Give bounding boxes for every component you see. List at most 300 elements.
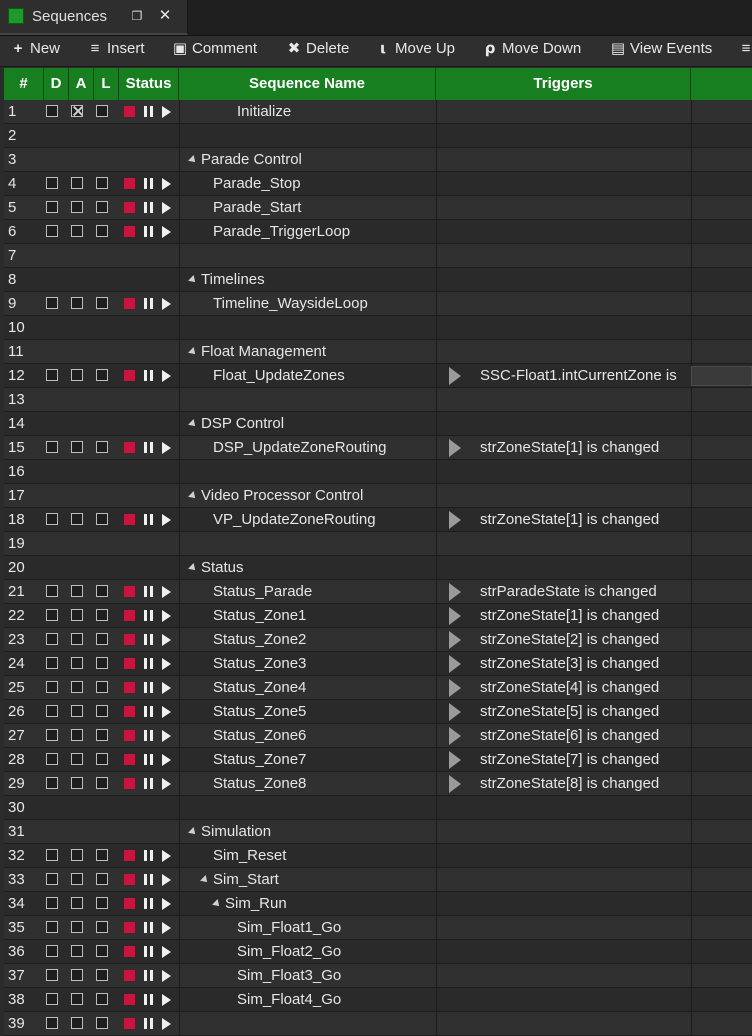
pause-icon[interactable] [143, 970, 155, 981]
l-checkbox[interactable] [96, 513, 108, 525]
table-row[interactable] [4, 652, 752, 676]
table-row[interactable] [4, 100, 752, 124]
trigger-expand-icon[interactable] [449, 367, 461, 385]
l-checkbox[interactable] [96, 177, 108, 189]
sequence-name[interactable]: Status_Zone1 [213, 607, 307, 624]
table-row[interactable] [4, 244, 752, 268]
d-checkbox[interactable] [46, 369, 58, 381]
play-icon[interactable] [162, 610, 171, 622]
stop-icon[interactable] [124, 922, 135, 933]
table-row[interactable] [4, 436, 752, 460]
play-icon[interactable] [162, 442, 171, 454]
expand-triangle-icon[interactable] [188, 491, 198, 501]
stop-icon[interactable] [124, 946, 135, 957]
play-icon[interactable] [162, 178, 171, 190]
sequence-name[interactable]: Status_Zone7 [213, 751, 307, 768]
d-checkbox[interactable] [46, 177, 58, 189]
trigger-text[interactable]: strZoneState[5] is changed [480, 703, 660, 720]
stop-icon[interactable] [124, 898, 135, 909]
play-icon[interactable] [162, 514, 171, 526]
d-checkbox[interactable] [46, 849, 58, 861]
stop-icon[interactable] [124, 706, 135, 717]
play-icon[interactable] [162, 994, 171, 1006]
a-checkbox[interactable] [71, 657, 83, 669]
sequence-name[interactable]: Sim_Float3_Go [237, 967, 342, 984]
play-icon[interactable] [162, 898, 171, 910]
group-row[interactable] [4, 148, 752, 172]
table-row[interactable] [4, 196, 752, 220]
play-icon[interactable] [162, 730, 171, 742]
column-divider [691, 604, 692, 628]
pause-icon[interactable] [143, 634, 155, 645]
a-checkbox[interactable] [71, 993, 83, 1005]
pause-icon[interactable] [143, 850, 155, 861]
play-icon[interactable] [162, 778, 171, 790]
table-row[interactable] [4, 748, 752, 772]
row-number: 18 [8, 511, 25, 528]
a-checkbox[interactable] [71, 873, 83, 885]
table-row[interactable] [4, 124, 752, 148]
stop-icon[interactable] [124, 202, 135, 213]
col-num-header[interactable]: # [4, 68, 44, 100]
pause-icon[interactable] [143, 922, 155, 933]
pause-icon[interactable] [143, 778, 155, 789]
d-checkbox[interactable] [46, 633, 58, 645]
expand-triangle-icon[interactable] [188, 563, 198, 573]
a-checkbox[interactable] [71, 945, 83, 957]
trigger-text[interactable]: strZoneState[1] is changed [480, 439, 660, 456]
group-row[interactable] [4, 268, 752, 292]
d-checkbox[interactable] [46, 777, 58, 789]
stop-icon[interactable] [124, 370, 135, 381]
play-icon[interactable] [162, 970, 171, 982]
l-checkbox[interactable] [96, 753, 108, 765]
close-icon[interactable]: ✕ [158, 7, 172, 24]
l-checkbox[interactable] [96, 657, 108, 669]
pause-icon[interactable] [143, 706, 155, 717]
l-checkbox[interactable] [96, 201, 108, 213]
group-row[interactable] [4, 340, 752, 364]
sequence-name[interactable]: Sim_Float2_Go [237, 943, 342, 960]
sequence-name[interactable]: Parade_Stop [213, 175, 301, 192]
group-row[interactable] [4, 484, 752, 508]
pause-icon[interactable] [143, 370, 155, 381]
stop-icon[interactable] [124, 970, 135, 981]
sequence-name[interactable]: VP_UpdateZoneRouting [213, 511, 376, 528]
d-checkbox[interactable] [46, 993, 58, 1005]
a-checkbox[interactable] [71, 633, 83, 645]
column-divider [436, 148, 437, 172]
sequence-name[interactable]: Float Management [201, 343, 327, 360]
sequence-name[interactable]: Status_Zone6 [213, 727, 307, 744]
table-row[interactable] [4, 844, 752, 868]
sequence-name[interactable]: Sim_Reset [213, 847, 287, 864]
sequence-name[interactable]: Video Processor Control [201, 487, 364, 504]
table-row[interactable] [4, 508, 752, 532]
column-divider [436, 604, 437, 628]
stop-icon[interactable] [124, 586, 135, 597]
table-row[interactable] [4, 724, 752, 748]
view-events-button[interactable] [610, 36, 712, 66]
a-checkbox[interactable] [71, 729, 83, 741]
a-checkbox[interactable] [71, 513, 83, 525]
tab-sequences[interactable] [0, 0, 188, 35]
group-row[interactable] [4, 820, 752, 844]
a-checkbox[interactable] [71, 369, 83, 381]
trigger-expand-icon[interactable] [449, 631, 461, 649]
a-checkbox[interactable] [71, 681, 83, 693]
column-divider [179, 868, 180, 892]
delete-button[interactable] [286, 36, 349, 66]
column-divider [436, 196, 437, 220]
pause-icon[interactable] [143, 730, 155, 741]
column-divider [179, 124, 180, 148]
trigger-text[interactable]: strZoneState[6] is changed [480, 727, 660, 744]
d-checkbox[interactable] [46, 1017, 58, 1029]
stop-icon[interactable] [124, 610, 135, 621]
table-row[interactable] [4, 172, 752, 196]
a-checkbox[interactable] [71, 849, 83, 861]
table-row[interactable] [4, 772, 752, 796]
l-checkbox[interactable] [96, 897, 108, 909]
table-row[interactable] [4, 916, 752, 940]
d-checkbox[interactable] [46, 921, 58, 933]
d-checkbox[interactable] [46, 753, 58, 765]
sequence-name[interactable]: Sim_Run [225, 895, 287, 912]
stop-icon[interactable] [124, 634, 135, 645]
pause-icon[interactable] [143, 298, 155, 309]
row-number: 10 [8, 319, 25, 336]
d-checkbox[interactable] [46, 513, 58, 525]
trigger-expand-icon[interactable] [449, 775, 461, 793]
stop-icon[interactable] [124, 514, 135, 525]
pause-icon[interactable] [143, 658, 155, 669]
sequence-name[interactable]: Status_Zone8 [213, 775, 307, 792]
sequence-name[interactable]: Timeline_WaysideLoop [213, 295, 368, 312]
d-checkbox[interactable] [46, 585, 58, 597]
d-checkbox[interactable] [46, 729, 58, 741]
col-status-header[interactable]: Status [119, 68, 179, 100]
stop-icon[interactable] [124, 682, 135, 693]
extra-cell[interactable] [691, 366, 752, 386]
d-checkbox[interactable] [46, 705, 58, 717]
play-icon[interactable] [162, 874, 171, 886]
table-row[interactable] [4, 628, 752, 652]
a-checkbox[interactable] [71, 969, 83, 981]
table-row[interactable] [4, 868, 752, 892]
stop-icon[interactable] [124, 850, 135, 861]
l-checkbox[interactable] [96, 297, 108, 309]
column-divider [436, 772, 437, 796]
a-checkbox[interactable] [71, 585, 83, 597]
sequence-name[interactable]: Status [201, 559, 244, 576]
column-divider [179, 916, 180, 940]
insert-button[interactable] [87, 36, 145, 66]
expand-triangle-icon[interactable] [212, 899, 222, 909]
pause-icon[interactable] [143, 898, 155, 909]
expand-triangle-icon[interactable] [188, 419, 198, 429]
trigger-expand-icon[interactable] [449, 679, 461, 697]
l-checkbox[interactable] [96, 993, 108, 1005]
pause-icon[interactable] [143, 106, 155, 117]
sequence-name[interactable]: DSP Control [201, 415, 285, 432]
l-checkbox[interactable] [96, 441, 108, 453]
sequence-name[interactable]: Status_Zone5 [213, 703, 307, 720]
a-checkbox[interactable] [71, 441, 83, 453]
trigger-expand-icon[interactable] [449, 583, 461, 601]
stop-icon[interactable] [124, 754, 135, 765]
table-row[interactable] [4, 604, 752, 628]
d-checkbox[interactable] [46, 873, 58, 885]
a-checkbox[interactable] [71, 177, 83, 189]
table-row[interactable] [4, 796, 752, 820]
expand-triangle-icon[interactable] [200, 875, 210, 885]
sequence-name[interactable]: Status_Parade [213, 583, 313, 600]
d-checkbox[interactable] [46, 897, 58, 909]
column-divider [179, 364, 180, 388]
a-checkbox[interactable] [71, 705, 83, 717]
d-checkbox[interactable] [46, 297, 58, 309]
sequence-name[interactable]: Status_Zone4 [213, 679, 307, 696]
stop-icon[interactable] [124, 106, 135, 117]
stop-icon[interactable] [124, 658, 135, 669]
expand-triangle-icon[interactable] [188, 275, 198, 285]
new-button[interactable] [10, 36, 60, 66]
pause-icon[interactable] [143, 586, 155, 597]
column-divider [436, 340, 437, 364]
trigger-text[interactable]: strParadeState is changed [480, 583, 657, 600]
col-name-header[interactable]: Sequence Name [179, 68, 436, 100]
restore-icon[interactable]: ❐ [131, 9, 143, 23]
group-row[interactable] [4, 556, 752, 580]
column-divider [436, 796, 437, 820]
play-icon[interactable] [162, 202, 171, 214]
column-divider [436, 724, 437, 748]
stop-icon[interactable] [124, 178, 135, 189]
column-divider [179, 436, 180, 460]
overflow-icon[interactable]: ≡ [741, 40, 751, 57]
trigger-expand-icon[interactable] [449, 655, 461, 673]
table-row[interactable] [4, 292, 752, 316]
pause-icon[interactable] [143, 514, 155, 525]
play-icon[interactable] [162, 946, 171, 958]
pause-icon[interactable] [143, 226, 155, 237]
a-checkbox[interactable] [71, 1017, 83, 1029]
table-row[interactable] [4, 532, 752, 556]
sequence-name[interactable]: Sim_Start [213, 871, 279, 888]
pause-icon[interactable] [143, 754, 155, 765]
trigger-expand-icon[interactable] [449, 703, 461, 721]
insert-label: Insert [107, 40, 145, 57]
l-checkbox[interactable] [96, 585, 108, 597]
trigger-expand-icon[interactable] [449, 439, 461, 457]
l-checkbox[interactable] [96, 945, 108, 957]
row-number: 24 [8, 655, 25, 672]
play-icon[interactable] [162, 682, 171, 694]
a-checkbox[interactable] [71, 777, 83, 789]
pause-icon[interactable] [143, 202, 155, 213]
table-row[interactable] [4, 388, 752, 412]
table-row[interactable] [4, 364, 752, 388]
trigger-text[interactable]: SSC-Float1.intCurrentZone is [480, 367, 677, 384]
comment-button[interactable] [172, 36, 257, 66]
sequence-name[interactable]: Status_Zone2 [213, 631, 307, 648]
play-icon[interactable] [162, 706, 171, 718]
stop-icon[interactable] [124, 442, 135, 453]
row-number: 30 [8, 799, 25, 816]
a-checkbox[interactable] [71, 753, 83, 765]
d-checkbox[interactable] [46, 201, 58, 213]
table-row[interactable] [4, 940, 752, 964]
table-row[interactable] [4, 460, 752, 484]
column-divider [179, 532, 180, 556]
row-number: 23 [8, 631, 25, 648]
trigger-expand-icon[interactable] [449, 751, 461, 769]
sequence-name[interactable]: Status_Zone3 [213, 655, 307, 672]
column-divider [436, 700, 437, 724]
group-row[interactable] [4, 412, 752, 436]
column-divider [179, 556, 180, 580]
play-icon[interactable] [162, 658, 171, 670]
table-row[interactable] [4, 676, 752, 700]
col-a-header[interactable]: A [69, 68, 94, 100]
d-checkbox[interactable] [46, 657, 58, 669]
trigger-text[interactable]: strZoneState[1] is changed [480, 607, 660, 624]
expand-triangle-icon[interactable] [188, 827, 198, 837]
sequence-name[interactable]: DSP_UpdateZoneRouting [213, 439, 387, 456]
d-checkbox[interactable] [46, 969, 58, 981]
column-divider [691, 340, 692, 364]
sequence-name[interactable]: Timelines [201, 271, 265, 288]
play-icon[interactable] [162, 226, 171, 238]
trigger-text[interactable]: strZoneState[8] is changed [480, 775, 660, 792]
move-up-button[interactable] [375, 36, 455, 66]
play-icon[interactable] [162, 586, 171, 598]
trigger-text[interactable]: strZoneState[2] is changed [480, 631, 660, 648]
trigger-text[interactable]: strZoneState[4] is changed [480, 679, 660, 696]
pause-icon[interactable] [143, 946, 155, 957]
sequence-name[interactable]: Parade_TriggerLoop [213, 223, 351, 240]
play-icon[interactable] [162, 106, 171, 118]
stop-icon[interactable] [124, 298, 135, 309]
move-down-button[interactable] [482, 36, 581, 66]
a-checkbox[interactable] [71, 201, 83, 213]
play-icon[interactable] [162, 298, 171, 310]
sequence-name[interactable]: Simulation [201, 823, 272, 840]
l-checkbox[interactable] [96, 729, 108, 741]
trigger-text[interactable]: strZoneState[3] is changed [480, 655, 660, 672]
sequence-name[interactable]: Parade Control [201, 151, 302, 168]
table-row[interactable] [4, 1012, 752, 1036]
l-checkbox[interactable] [96, 225, 108, 237]
a-checkbox[interactable] [71, 105, 83, 117]
stop-icon[interactable] [124, 778, 135, 789]
table-row[interactable] [4, 316, 752, 340]
pause-icon[interactable] [143, 610, 155, 621]
l-checkbox[interactable] [96, 873, 108, 885]
l-checkbox[interactable] [96, 777, 108, 789]
table-row[interactable] [4, 580, 752, 604]
pause-icon[interactable] [143, 994, 155, 1005]
sequence-name[interactable]: Initialize [237, 103, 292, 120]
d-checkbox[interactable] [46, 609, 58, 621]
play-icon[interactable] [162, 850, 171, 862]
stop-icon[interactable] [124, 994, 135, 1005]
d-checkbox[interactable] [46, 441, 58, 453]
l-checkbox[interactable] [96, 609, 108, 621]
play-icon[interactable] [162, 634, 171, 646]
l-checkbox[interactable] [96, 1017, 108, 1029]
sequence-name[interactable]: Sim_Float4_Go [237, 991, 342, 1008]
expand-triangle-icon[interactable] [188, 155, 198, 165]
expand-triangle-icon[interactable] [188, 347, 198, 357]
trigger-expand-icon[interactable] [449, 727, 461, 745]
l-checkbox[interactable] [96, 105, 108, 117]
a-checkbox[interactable] [71, 297, 83, 309]
sequence-name[interactable]: Parade_Start [213, 199, 302, 216]
col-triggers-header[interactable]: Triggers [436, 68, 691, 100]
table-row[interactable] [4, 892, 752, 916]
column-divider [691, 652, 692, 676]
pause-icon[interactable] [143, 442, 155, 453]
pause-icon[interactable] [143, 178, 155, 189]
a-checkbox[interactable] [71, 897, 83, 909]
column-divider [179, 1012, 180, 1036]
l-checkbox[interactable] [96, 849, 108, 861]
l-checkbox[interactable] [96, 969, 108, 981]
d-checkbox[interactable] [46, 225, 58, 237]
l-checkbox[interactable] [96, 369, 108, 381]
column-divider [436, 508, 437, 532]
trigger-expand-icon[interactable] [449, 511, 461, 529]
table-row[interactable] [4, 700, 752, 724]
a-checkbox[interactable] [71, 609, 83, 621]
stop-icon[interactable] [124, 874, 135, 885]
col-d-header[interactable]: D [44, 68, 69, 100]
col-l-header[interactable]: L [94, 68, 119, 100]
pause-icon[interactable] [143, 874, 155, 885]
table-row[interactable] [4, 988, 752, 1012]
trigger-text[interactable]: strZoneState[1] is changed [480, 511, 660, 528]
delete-icon: ✖ [287, 40, 301, 57]
l-checkbox[interactable] [96, 921, 108, 933]
column-divider [691, 436, 692, 460]
table-row[interactable] [4, 964, 752, 988]
table-row[interactable] [4, 220, 752, 244]
play-icon[interactable] [162, 370, 171, 382]
l-checkbox[interactable] [96, 681, 108, 693]
l-checkbox[interactable] [96, 705, 108, 717]
d-checkbox[interactable] [46, 105, 58, 117]
d-checkbox[interactable] [46, 945, 58, 957]
play-icon[interactable] [162, 754, 171, 766]
stop-icon[interactable] [124, 730, 135, 741]
sequence-name[interactable]: Float_UpdateZones [213, 367, 345, 384]
trigger-text[interactable]: strZoneState[7] is changed [480, 751, 660, 768]
row-number: 20 [8, 559, 25, 576]
col-extra-header[interactable] [691, 68, 752, 100]
trigger-expand-icon[interactable] [449, 607, 461, 625]
stop-icon[interactable] [124, 226, 135, 237]
pause-icon[interactable] [143, 682, 155, 693]
a-checkbox[interactable] [71, 225, 83, 237]
d-checkbox[interactable] [46, 681, 58, 693]
a-checkbox[interactable] [71, 921, 83, 933]
l-checkbox[interactable] [96, 633, 108, 645]
sequence-name[interactable]: Sim_Float1_Go [237, 919, 342, 936]
play-icon[interactable] [162, 922, 171, 934]
column-divider [436, 1012, 437, 1036]
